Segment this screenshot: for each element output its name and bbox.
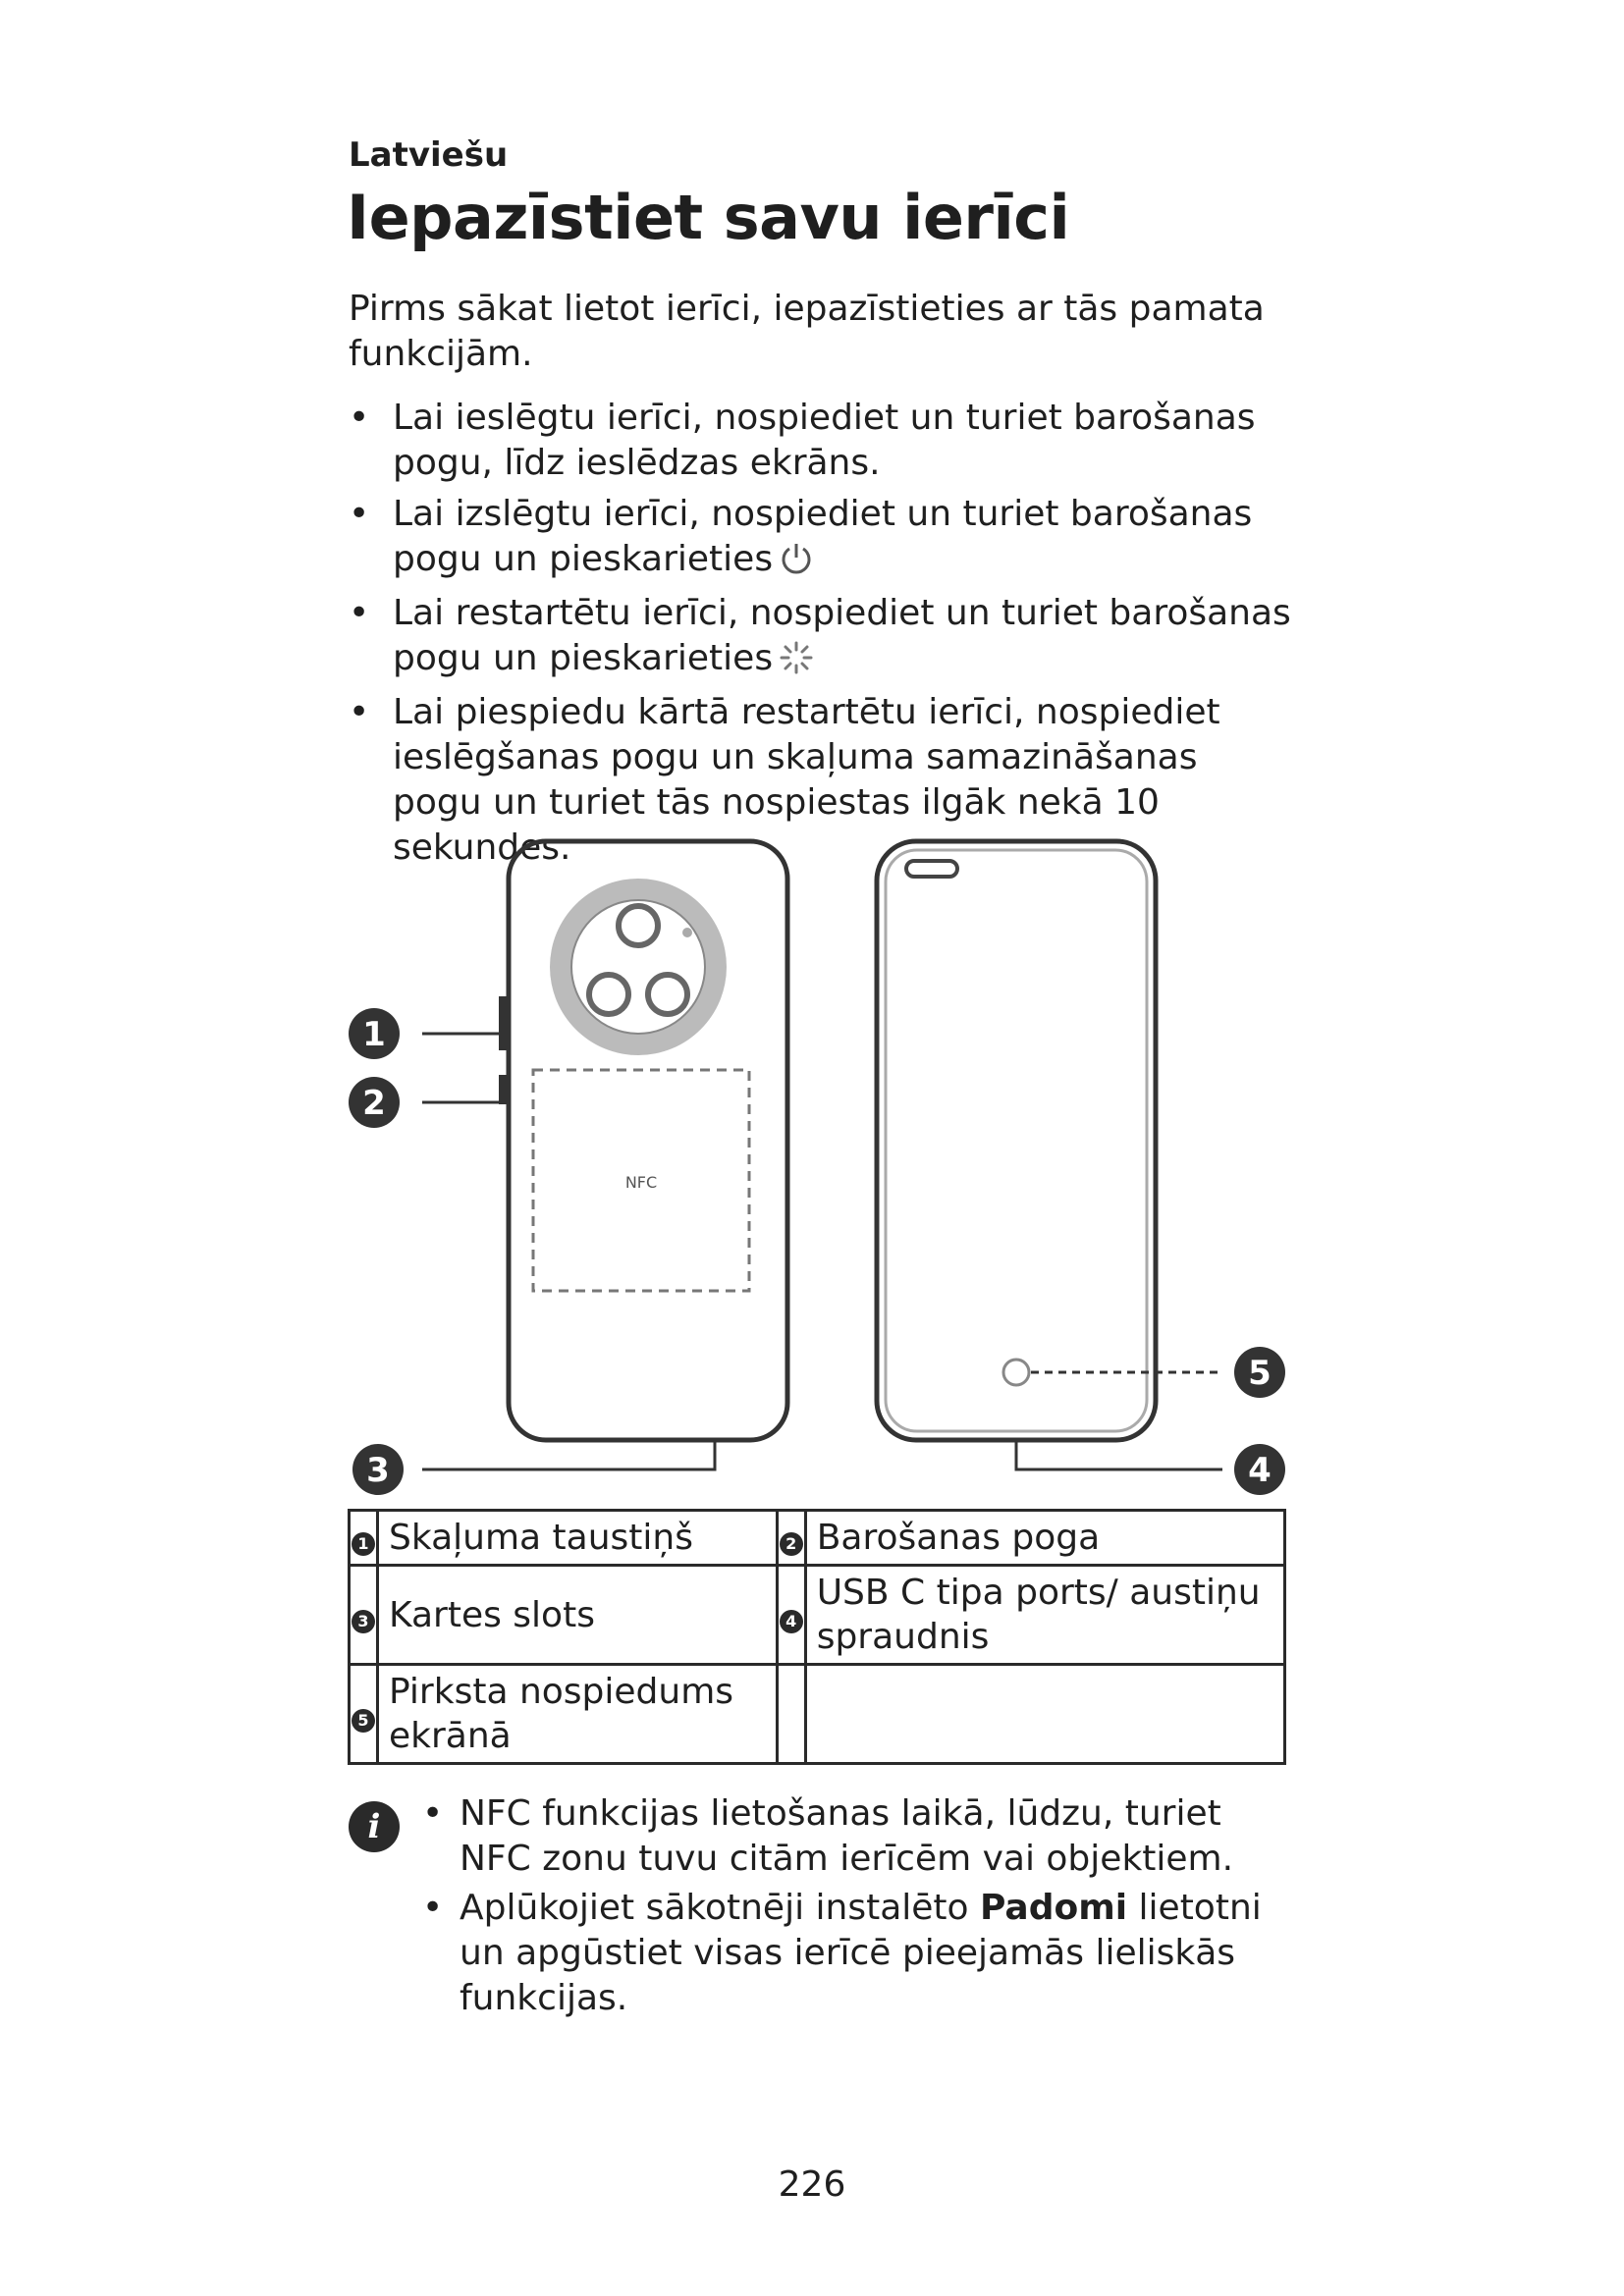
- bullet-force-restart: • Lai piespiedu kārtā restartētu ierīci, nospiediet ieslēgšanas pogu un skaļuma samazināšanas pogu un turiet tās nospiestas ilgāk nekā 10 sekundes.: [349, 690, 1291, 871]
- info-icon: i: [349, 1801, 400, 1852]
- note-text: lietotni un apgūstiet visas ierīcē pieejamās lieliskās funkcijas.: [460, 1888, 1262, 2018]
- intro-paragraph: Pirms sākat lietot ierīci, iepazīstieties ar tās pamata funkcijām.: [349, 289, 1265, 374]
- flash-icon: [682, 928, 692, 937]
- callout-3: [352, 1444, 404, 1495]
- legend-number: 3: [352, 1610, 375, 1633]
- svg-text:3: 3: [366, 1451, 390, 1490]
- svg-text:2: 2: [362, 1084, 386, 1123]
- note-text: NFC funkcijas lietošanas laikā, lūdzu, turiet NFC zonu tuvu citām ierīcēm vai objektiem.: [460, 1793, 1234, 1879]
- table-row: [350, 1665, 1285, 1764]
- svg-text:5: 5: [1248, 1354, 1272, 1393]
- note-text: Aplūkojiet sākotnēji instalēto: [460, 1888, 981, 1928]
- power-icon: [779, 541, 814, 588]
- app-name: Padomi: [980, 1888, 1128, 1928]
- note-item: • Aplūkojiet sākotnēji instalēto Padomi lietotni un apgūstiet visas ierīcē pieejamās lieliskās funkcijas.: [422, 1888, 1262, 2018]
- legend-number: 1: [352, 1532, 375, 1556]
- callout-line-4: [1016, 1442, 1222, 1469]
- note-section: [349, 1791, 1291, 2021]
- legend-label: USB C tipa ports/ austiņu spraudnis: [805, 1566, 1284, 1665]
- bullet-text: Lai izslēgtu ierīci, nospiediet un turiet barošanas pogu un pieskarieties: [393, 494, 1253, 579]
- legend-label: Skaļuma taustiņš: [378, 1511, 778, 1566]
- front-camera-icon: [906, 861, 957, 877]
- callout-1: [349, 1008, 400, 1059]
- legend-number: 5: [352, 1709, 375, 1733]
- callout-line-3: [422, 1442, 715, 1469]
- table-row: [350, 1566, 1285, 1665]
- note-item: • NFC funkcijas lietošanas laikā, lūdzu, turiet NFC zonu tuvu citām ierīcēm vai objektiem.: [422, 1793, 1234, 1879]
- camera-lens-top-icon: [619, 906, 658, 945]
- page-number: 226: [778, 2164, 846, 2205]
- bullet-restart: • Lai restartētu ierīci, nospiediet un turiet barošanas pogu un pieskarieties: [349, 591, 1291, 687]
- callout-2: [349, 1077, 400, 1128]
- bullet-power-off: • Lai izslēgtu ierīci, nospiediet un turiet barošanas pogu un pieskarieties: [349, 492, 1291, 588]
- device-diagram: [339, 829, 1301, 1497]
- callout-4: [1234, 1444, 1285, 1495]
- legend-label: Barošanas poga: [805, 1511, 1284, 1566]
- nfc-label: NFC: [624, 1173, 658, 1192]
- legend-label: Pirksta nospiedums ekrānā: [378, 1665, 778, 1764]
- phone-front-outline: [877, 841, 1156, 1440]
- svg-text:4: 4: [1248, 1451, 1272, 1490]
- callout-5: [1234, 1347, 1285, 1398]
- bullet-text: Lai ieslēgtu ierīci, nospiediet un turiet barošanas pogu, līdz ieslēdzas ekrāns.: [393, 398, 1256, 483]
- bullet-text: Lai piespiedu kārtā restartētu ierīci, nospiediet ieslēgšanas pogu un skaļuma samazināšanas pogu un turiet tās nospiestas ilgāk nekā 10 sekundes.: [393, 692, 1220, 868]
- table-row: [350, 1511, 1285, 1566]
- volume-button: [499, 996, 509, 1050]
- bullet-power-on: • Lai ieslēgtu ierīci, nospiediet un turiet barošanas pogu, līdz ieslēdzas ekrāns.: [349, 396, 1291, 486]
- restart-icon: [779, 640, 814, 687]
- power-button: [499, 1075, 509, 1104]
- svg-text:1: 1: [362, 1015, 386, 1054]
- legend-number: 4: [780, 1610, 803, 1633]
- parts-legend-table: [348, 1509, 1286, 1765]
- phone-screen: [886, 850, 1147, 1431]
- page-title: Iepazīstiet savu ierīci: [347, 182, 1070, 253]
- camera-lens-left-icon: [589, 975, 628, 1014]
- legend-label: Kartes slots: [378, 1566, 778, 1665]
- bullet-text: Lai restartētu ierīci, nospiediet un turiet barošanas pogu un pieskarieties: [393, 593, 1291, 678]
- fingerprint-icon: [1003, 1360, 1029, 1385]
- language-label: Latviešu: [349, 135, 509, 175]
- legend-number: 2: [780, 1532, 803, 1556]
- camera-lens-right-icon: [648, 975, 687, 1014]
